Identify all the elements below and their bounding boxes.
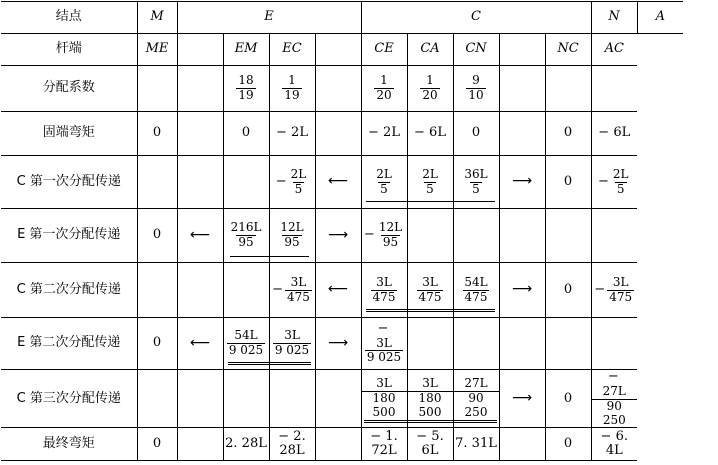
- fraction: $\frac{216L}{95}$: [230, 220, 262, 249]
- header-row-nodes: [1, 2, 718, 34]
- carry-left-arrow: ⟵: [177, 318, 223, 370]
- cell-EC: − 2. 28L: [269, 428, 315, 461]
- fraction: $\frac{2L}{5}$: [376, 166, 392, 196]
- fraction: $\frac{27L}{90 250}$: [592, 385, 638, 427]
- fraction: $\frac{54L}{475}$: [464, 274, 488, 304]
- cell-CN: [453, 156, 499, 209]
- cell-CA: − 6L: [407, 112, 453, 156]
- cell-CE: [361, 370, 407, 428]
- cell-CN: 0: [453, 112, 499, 156]
- cell-EC: [269, 209, 315, 263]
- row-c-second-distribution: [1, 263, 718, 318]
- cell-empty: [223, 263, 269, 318]
- carry-right-arrow: ⟶: [499, 263, 545, 318]
- cell-empty: [591, 209, 637, 263]
- cell-empty: [177, 428, 223, 461]
- cell-empty: [177, 112, 223, 156]
- fraction: $\frac{3L}{180 500}$: [408, 377, 453, 419]
- fraction: $\frac{2L}{5}$: [612, 166, 629, 196]
- node-M: M: [137, 2, 177, 34]
- cell-empty: [315, 370, 361, 428]
- cell-CN: [453, 66, 499, 112]
- cell-CN: [453, 370, 499, 428]
- row-label: 固端弯矩: [1, 112, 137, 156]
- cell-CE: [361, 263, 407, 318]
- cell-CA: [407, 156, 453, 209]
- cell-ME: 0: [137, 318, 177, 370]
- cell-CA: [407, 263, 453, 318]
- cell-CA: [407, 370, 453, 428]
- end-CN: CN: [453, 34, 499, 66]
- cell-empty: [223, 156, 269, 209]
- end-EC: EC: [269, 34, 315, 66]
- row-label: C 第二次分配传递: [1, 263, 137, 318]
- fraction: $\frac{1}{19}$: [284, 73, 300, 102]
- cell-AC: − 6. 4L: [591, 428, 637, 461]
- cell-empty: [499, 112, 545, 156]
- balance-double-underline: [228, 362, 269, 365]
- cell-empty: [177, 66, 223, 112]
- fraction: $\frac{9}{10}$: [468, 73, 484, 102]
- balance-underline: [366, 201, 407, 202]
- node-N: N: [591, 2, 637, 34]
- cell-AC: − 6L: [591, 112, 637, 156]
- cell-EC: − $\frac{3L}{475}$: [269, 263, 315, 318]
- cell-NC: 0: [545, 156, 591, 209]
- row-label: 最终弯矩: [1, 428, 137, 461]
- cell-EC: [269, 318, 315, 370]
- row-label: E 第二次分配传递: [1, 318, 137, 370]
- cell-AC: − $\frac{27L}{90 250}$: [591, 370, 637, 428]
- row-label: 结点: [1, 2, 137, 34]
- fraction: $\frac{54L}{9 025}$: [228, 328, 264, 357]
- cell-empty: [177, 263, 223, 318]
- cell-EM: 2. 28L: [223, 428, 269, 461]
- fraction: $\frac{3L}{475}$: [418, 274, 442, 304]
- cell-empty: [545, 66, 591, 112]
- cell-empty: [591, 318, 637, 370]
- balance-underline: [454, 201, 495, 202]
- cell-EC: [269, 66, 315, 112]
- end-AC: AC: [591, 34, 637, 66]
- fraction: $\frac{1}{20}$: [376, 73, 392, 102]
- row-fixed-end-moments: [1, 112, 718, 156]
- cell-CE: [361, 66, 407, 112]
- cell-empty: [315, 428, 361, 461]
- balance-double-underline: [454, 309, 495, 312]
- cell-empty: [137, 263, 177, 318]
- cell-empty: [223, 370, 269, 428]
- cell-NC: 0: [545, 263, 591, 318]
- carry-left-arrow: ⟵: [177, 209, 223, 263]
- cell-empty: [137, 66, 177, 112]
- cell-empty: [591, 66, 637, 112]
- balance-double-underline: [408, 420, 453, 423]
- row-distribution-factors: [1, 66, 718, 112]
- cell-CN: [453, 263, 499, 318]
- balance-double-underline: [454, 420, 497, 423]
- node-E: E: [177, 2, 361, 34]
- cell-empty: [545, 209, 591, 263]
- spacer-cell: [177, 34, 223, 66]
- cell-CE: − $\frac{12L}{95}$: [361, 209, 407, 263]
- cell-CE: − $\frac{3L}{9 025}$: [361, 318, 407, 370]
- fraction: $\frac{3L}{475}$: [609, 274, 633, 304]
- end-EM: EM: [223, 34, 269, 66]
- cell-CN: 7. 31L: [453, 428, 499, 461]
- cell-empty: [499, 209, 545, 263]
- cell-CE: − 2L: [361, 112, 407, 156]
- cell-empty: [137, 370, 177, 428]
- cell-empty: [499, 66, 545, 112]
- cell-empty: [499, 318, 545, 370]
- cell-empty: [407, 318, 453, 370]
- fraction: $\frac{12L}{95}$: [280, 220, 304, 249]
- carry-right-arrow: ⟶: [315, 209, 361, 263]
- cell-CA: − 5. 6L: [407, 428, 453, 461]
- fraction: $\frac{3L}{180 500}$: [362, 377, 407, 419]
- fraction: $\frac{18}{19}$: [238, 73, 254, 102]
- row-final-moments: [1, 428, 718, 461]
- carry-right-arrow: ⟶: [315, 318, 361, 370]
- row-label: E 第一次分配传递: [1, 209, 137, 263]
- balance-underline: [270, 256, 309, 257]
- cell-empty: [545, 318, 591, 370]
- cell-NC: 0: [545, 428, 591, 461]
- cell-empty: [315, 66, 361, 112]
- row-label: C 第三次分配传递: [1, 370, 137, 428]
- cell-CA: [407, 66, 453, 112]
- cell-AC: − $\frac{3L}{475}$: [591, 263, 637, 318]
- spacer-cell: [315, 34, 361, 66]
- moment-distribution-table: [1, 1, 718, 461]
- carry-left-arrow: ⟵: [315, 156, 361, 209]
- node-C: C: [361, 2, 591, 34]
- cell-ME: 0: [137, 209, 177, 263]
- cell-empty: [269, 370, 315, 428]
- cell-EM: [223, 66, 269, 112]
- end-CA: CA: [407, 34, 453, 66]
- balance-underline: [408, 201, 453, 202]
- cell-EM: [223, 318, 269, 370]
- cell-EM: 0: [223, 112, 269, 156]
- fraction: $\frac{1}{20}$: [422, 73, 438, 102]
- end-NC: NC: [545, 34, 591, 66]
- fraction: $\frac{3L}{475}$: [372, 274, 396, 304]
- row-e-second-distribution: [1, 318, 718, 370]
- balance-double-underline: [366, 309, 407, 312]
- row-label: 分配系数: [1, 66, 137, 112]
- row-c-first-distribution: [1, 156, 718, 209]
- balance-underline: [230, 256, 269, 257]
- carry-right-arrow: ⟶: [499, 370, 545, 428]
- fraction: $\frac{2L}{5}$: [422, 166, 438, 196]
- cell-EC: − 2L: [269, 112, 315, 156]
- fraction: $\frac{12L}{95}$: [378, 220, 403, 249]
- balance-double-underline: [364, 420, 407, 423]
- cell-EM: [223, 209, 269, 263]
- end-CE: CE: [361, 34, 407, 66]
- row-e-first-distribution: [1, 209, 718, 263]
- row-label: C 第一次分配传递: [1, 156, 137, 209]
- cell-CE: − 1. 72L: [361, 428, 407, 461]
- cell-CE: [361, 156, 407, 209]
- fraction: $\frac{3L}{475}$: [287, 274, 310, 304]
- cell-EC: − $\frac{2L}{5}$: [269, 156, 315, 209]
- end-ME: ME: [137, 34, 177, 66]
- row-c-third-distribution: [1, 370, 718, 428]
- cell-empty: [499, 428, 545, 461]
- cell-AC: − $\frac{2L}{5}$: [591, 156, 637, 209]
- cell-empty: [315, 112, 361, 156]
- row-label: 杆端: [1, 34, 137, 66]
- fraction: $\frac{3L}{9 025}$: [274, 328, 310, 357]
- cell-empty: [453, 209, 499, 263]
- cell-ME: 0: [137, 428, 177, 461]
- cell-ME: 0: [137, 112, 177, 156]
- header-row-member-ends: [1, 34, 718, 66]
- fraction: $\frac{3L}{9 025}$: [366, 335, 402, 365]
- cell-empty: [137, 156, 177, 209]
- carry-right-arrow: ⟶: [499, 156, 545, 209]
- fraction: $\frac{2L}{5}$: [290, 166, 307, 196]
- balance-double-underline: [408, 309, 453, 312]
- cell-empty: [177, 370, 223, 428]
- carry-left-arrow: ⟵: [315, 263, 361, 318]
- spacer-cell: [499, 34, 545, 66]
- cell-empty: [177, 156, 223, 209]
- cell-NC: 0: [545, 112, 591, 156]
- fraction: $\frac{27L}{90 250}$: [454, 377, 499, 419]
- cell-empty: [453, 318, 499, 370]
- node-A: A: [637, 2, 683, 34]
- cell-NC: 0: [545, 370, 591, 428]
- cell-empty: [407, 209, 453, 263]
- fraction: $\frac{36L}{5}$: [464, 166, 488, 196]
- balance-double-underline: [270, 362, 311, 365]
